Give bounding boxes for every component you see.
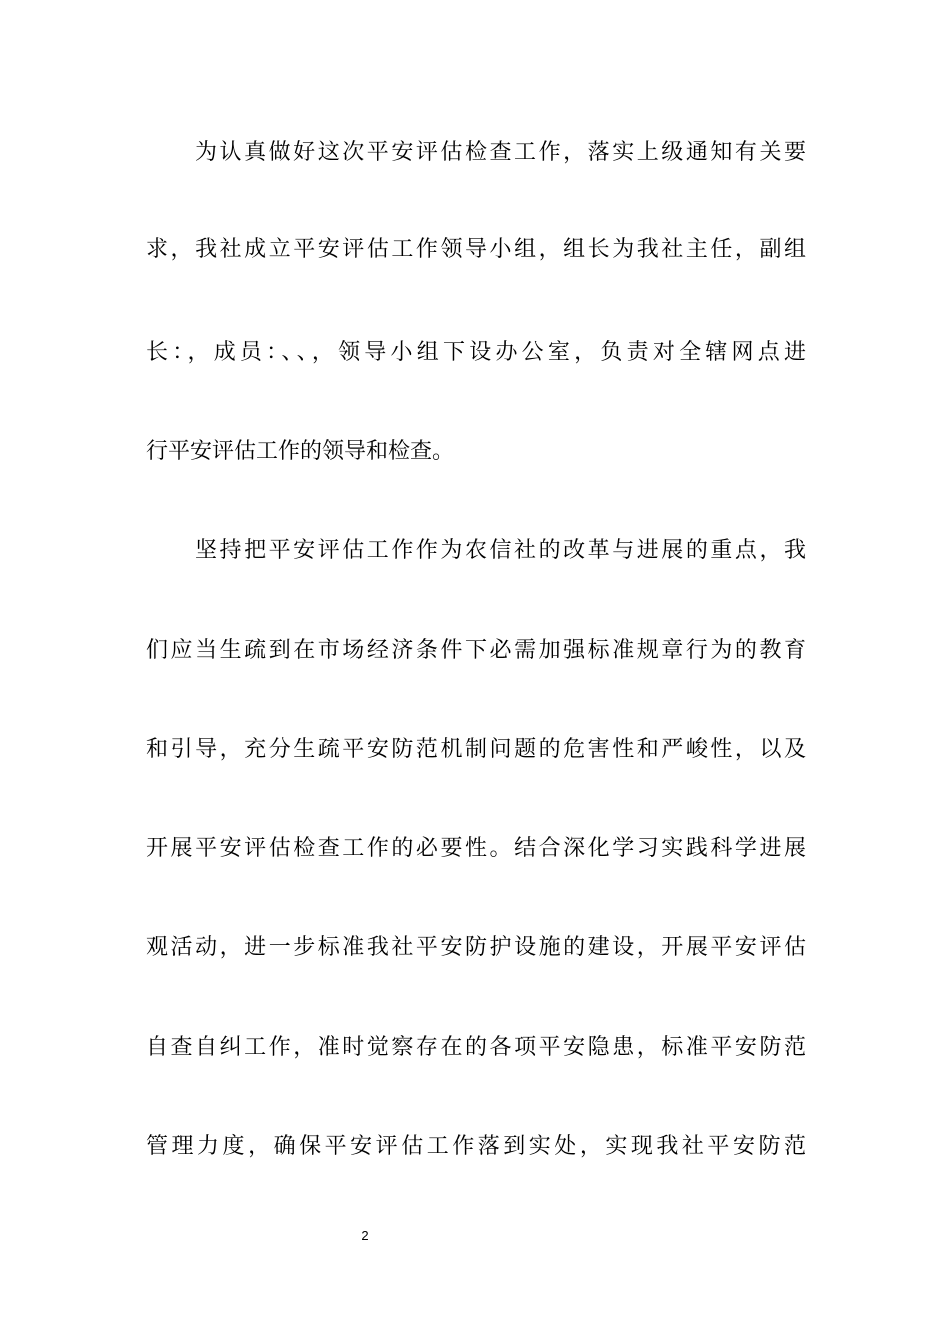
text-line: 观活动，进一步标准我社平安防护设施的建设，开展平安评估 xyxy=(146,935,806,960)
text-line: 自查自纠工作，准时觉察存在的各项平安隐患，标准平安防范 xyxy=(146,1035,806,1060)
text-line: 行平安评估工作的领导和检查。 xyxy=(146,439,455,464)
page-number: 2 xyxy=(361,1228,369,1243)
text-line: 长：，成员：、、，领导小组下设办公室，负责对全辖网点进 xyxy=(146,340,806,365)
text-line: 管理力度，确保平安评估工作落到实处，实现我社平安防范 xyxy=(146,1134,806,1159)
text-line: 求，我社成立平安评估工作领导小组，组长为我社主任，副组 xyxy=(146,237,806,262)
text-line: 们应当生疏到在市场经济条件下必需加强标准规章行为的教育 xyxy=(146,638,806,663)
text-line: 为认真做好这次平安评估检查工作，落实上级通知有关要 xyxy=(195,140,806,165)
text-line: 开展平安评估检查工作的必要性。结合深化学习实践科学进展 xyxy=(146,836,806,861)
text-line: 和引导，充分生疏平安防范机制问题的危害性和严峻性，以及 xyxy=(146,737,806,762)
text-line: 坚持把平安评估工作作为农信社的改革与进展的重点，我 xyxy=(195,538,806,563)
